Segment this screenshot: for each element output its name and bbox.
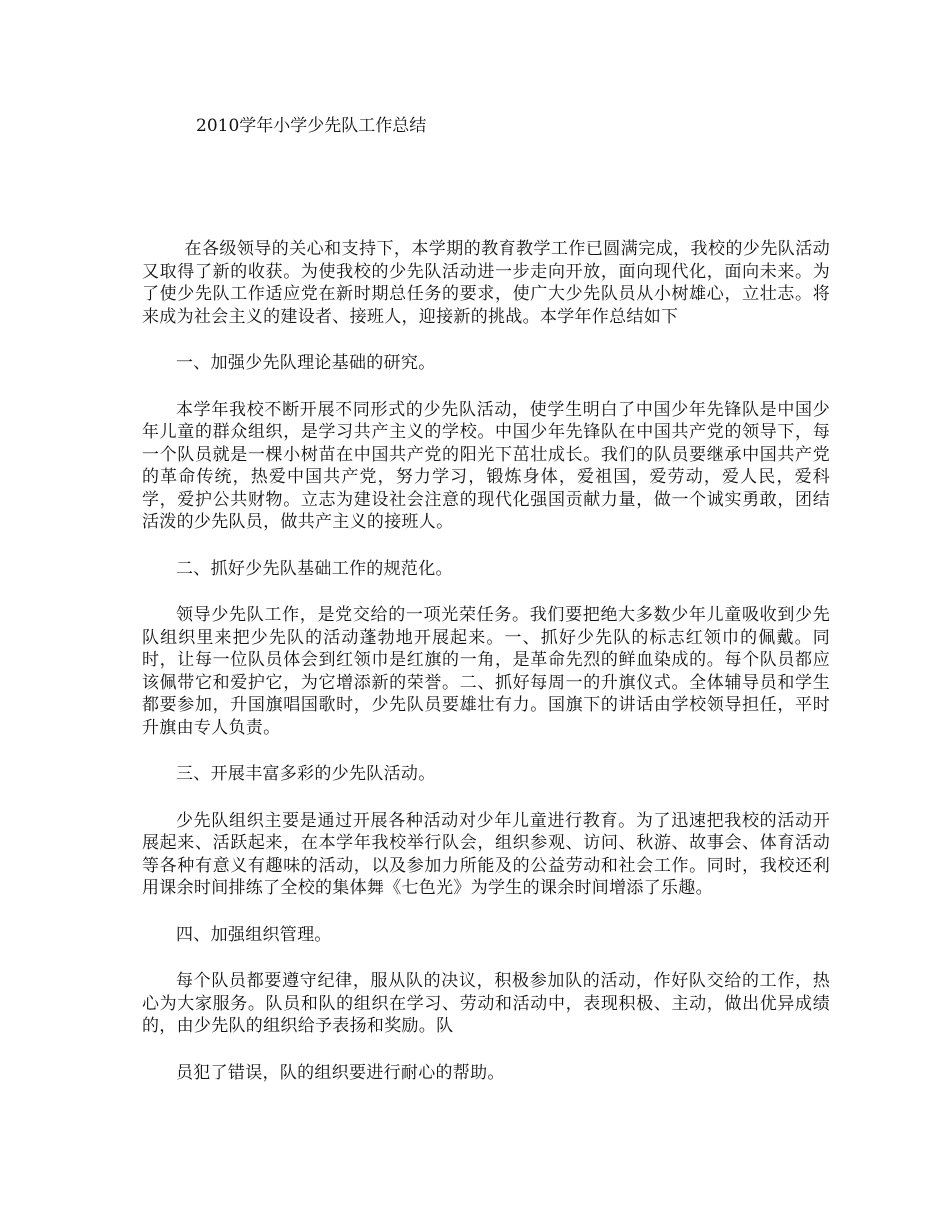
section-body-2: 领导少先队工作，是党交给的一项光荣任务。我们要把绝大多数少年儿童吸收到少先队组织里来把少先队的活动蓬勃地开展起来。一、抓好少先队的标志红领巾的佩戴。同时，让每一位队员体会到红领巾是红旗的一角，是革命先烈的鲜血染成的。每个队员都应该佩带它和爱护它，为它增添新的荣誉。二、抓好每周一的升旗仪式。全体辅导员和学生都要参加，升国旗唱国歌时，少先队员要雄壮有力。国旗下的讲话由学校领导担任，平时升旗由专人负责。 [142,605,830,738]
intro-paragraph: 在各级领导的关心和支持下，本学期的教育教学工作已圆满完成，我校的少先队活动又取得了新的收获。为使我校的少先队活动进一步走向开放，面向现代化，面向未来。为了使少先队工作适应党在新时期总任务的要求，使广大少先队员从小树雄心，立壮志。将来成为社会主义的建设者、接班人，迎接新的挑战。本学年作总结如下 [142,239,830,327]
section-heading-3: 三、开展丰富多彩的少先队活动。 [176,764,436,784]
document-title: 2010学年小学少先队工作总结 [196,116,427,136]
section-heading-2: 二、抓好少先队基础工作的规范化。 [176,558,453,579]
section-body-3: 少先队组织主要是通过开展各种活动对少年儿童进行教育。为了迅速把我校的活动开展起来、活跃起来，在本学年我校举行队会，组织参观、访问、秋游、故事会、体育活动等各种有意义有趣味的活动，以及参加力所能及的公益劳动和社会工作。同时，我校还利用课余时间排练了全校的集体舞《七色光》为学生的课余时间增添了乐趣。 [142,810,830,898]
closing-paragraph: 员犯了错误，队的组织要进行耐心的帮助。 [176,1062,505,1083]
section-heading-1: 一、加强少先队理论基础的研究。 [176,353,436,373]
section-body-1: 本学年我校不断开展不同形式的少先队活动，使学生明白了中国少年先锋队是中国少年儿童的群众组织，是学习共产主义的学校。中国少年先锋队在中国共产党的领导下，每一个队员就是一棵小树苗在中国共产党的阳光下茁壮成长。我们的队员要继承中国共产党的革命传统，热爱中国共产党，努力学习，锻炼身体，爱祖国，爱劳动，爱人民，爱科学，爱护公共财物。立志为建设社会注意的现代化强国贡献力量，做一个诚实勇敢，团结活泼的少先队员，做共产主义的接班人。 [142,399,830,532]
section-heading-4: 四、加强组织管理。 [176,924,332,945]
section-body-4: 每个队员都要遵守纪律，服从队的决议，积极参加队的活动，作好队交给的工作，热心为大家服务。队员和队的组织在学习、劳动和活动中，表现积极、主动，做出优异成绩的，由少先队的组织给予表扬和奖励。队 [142,971,830,1036]
document-body [142,238,830,1108]
